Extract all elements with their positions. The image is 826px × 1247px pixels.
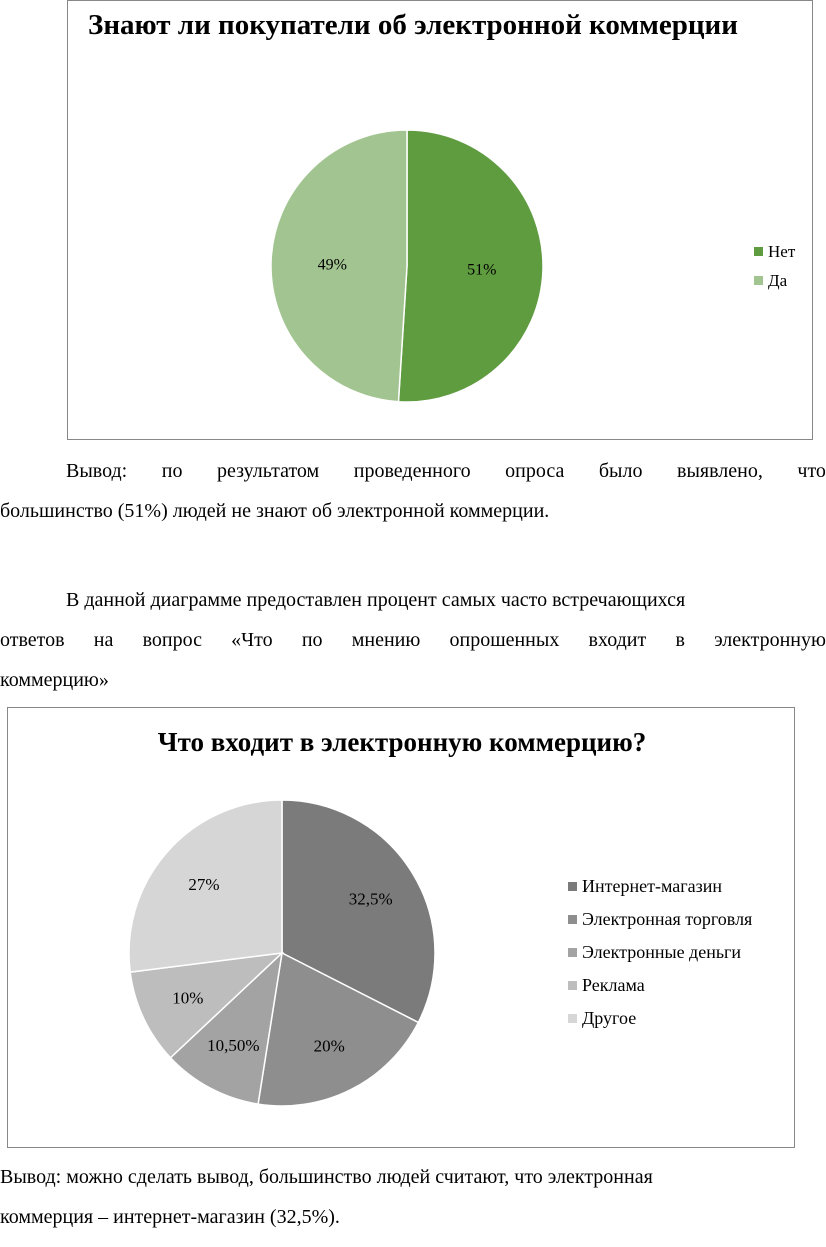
- word: выявлено,: [677, 460, 763, 482]
- legend-swatch: [568, 915, 577, 924]
- word: опроса: [505, 460, 565, 482]
- legend: [754, 237, 795, 295]
- legend-item: [568, 969, 752, 1002]
- text-line: коммерцию»: [0, 669, 109, 691]
- legend-item: [754, 237, 795, 266]
- word: результатом: [217, 460, 320, 482]
- word: Вывод:: [66, 460, 128, 482]
- word: по: [161, 460, 183, 482]
- data-label: 10%: [172, 988, 204, 1008]
- intro-paragraph-2: [0, 580, 826, 700]
- legend-label: Да: [768, 270, 788, 290]
- word: «Что: [231, 629, 273, 651]
- legend-item: [568, 903, 752, 936]
- word: входит: [588, 629, 647, 651]
- legend-swatch: [568, 981, 577, 990]
- legend-item: [568, 1002, 752, 1035]
- word: в: [675, 629, 685, 651]
- legend-swatch: [568, 882, 577, 891]
- word: что: [797, 460, 826, 482]
- data-label: 32,5%: [348, 889, 393, 909]
- word: ответов: [0, 629, 65, 651]
- word: вопрос: [142, 629, 202, 651]
- legend-item: [568, 870, 752, 903]
- chart-title: Знают ли покупатели об электронной коммерции: [88, 9, 738, 41]
- text-line: В данной диаграмме предоставлен процент самых часто встречающихся: [66, 589, 686, 611]
- legend-swatch: [754, 247, 763, 256]
- data-label: 51%: [467, 261, 497, 279]
- word: на: [93, 629, 114, 651]
- chart-ecommerce-components: [7, 707, 795, 1148]
- data-label: 49%: [317, 256, 347, 274]
- data-label: 10,50%: [207, 1035, 260, 1055]
- legend-label: Реклама: [582, 975, 645, 995]
- pie-chart-awareness: [271, 130, 543, 402]
- pie-chart-ecommerce: [129, 800, 435, 1106]
- chart-awareness: [67, 0, 813, 440]
- conclusion-paragraph-1: [0, 451, 826, 531]
- legend: [568, 870, 752, 1035]
- chart-title: Что входит в электронную коммерцию?: [157, 727, 647, 757]
- text-line: коммерция – интернет-магазин (32,5%).: [0, 1206, 340, 1228]
- word: мнению: [351, 629, 421, 651]
- legend-swatch: [568, 948, 577, 957]
- legend-item: [568, 936, 752, 969]
- legend-label: Нет: [768, 241, 796, 261]
- text-line: Вывод: можно сделать вывод, большинство людей считают, что электронная: [0, 1166, 653, 1188]
- word: опрошенных: [449, 629, 560, 651]
- word: было: [598, 460, 643, 482]
- data-label: 20%: [313, 1036, 345, 1056]
- word: проведенного: [353, 460, 471, 482]
- text-line: большинство (51%) людей не знают об электронной коммерции.: [0, 500, 550, 522]
- legend-label: Электронные деньги: [582, 942, 742, 962]
- conclusion-paragraph-3: [0, 1157, 816, 1237]
- legend-label: Интернет-магазин: [582, 876, 722, 896]
- text-line: [66, 451, 826, 491]
- legend-label: Электронная торговля: [582, 909, 753, 929]
- legend-swatch: [754, 276, 763, 285]
- legend-item: [754, 266, 795, 295]
- word: по: [301, 629, 323, 651]
- legend-label: Другое: [582, 1008, 637, 1028]
- data-label: 27%: [188, 875, 220, 895]
- word: электронную: [714, 629, 826, 651]
- text-line: [0, 620, 826, 660]
- legend-swatch: [568, 1014, 577, 1023]
